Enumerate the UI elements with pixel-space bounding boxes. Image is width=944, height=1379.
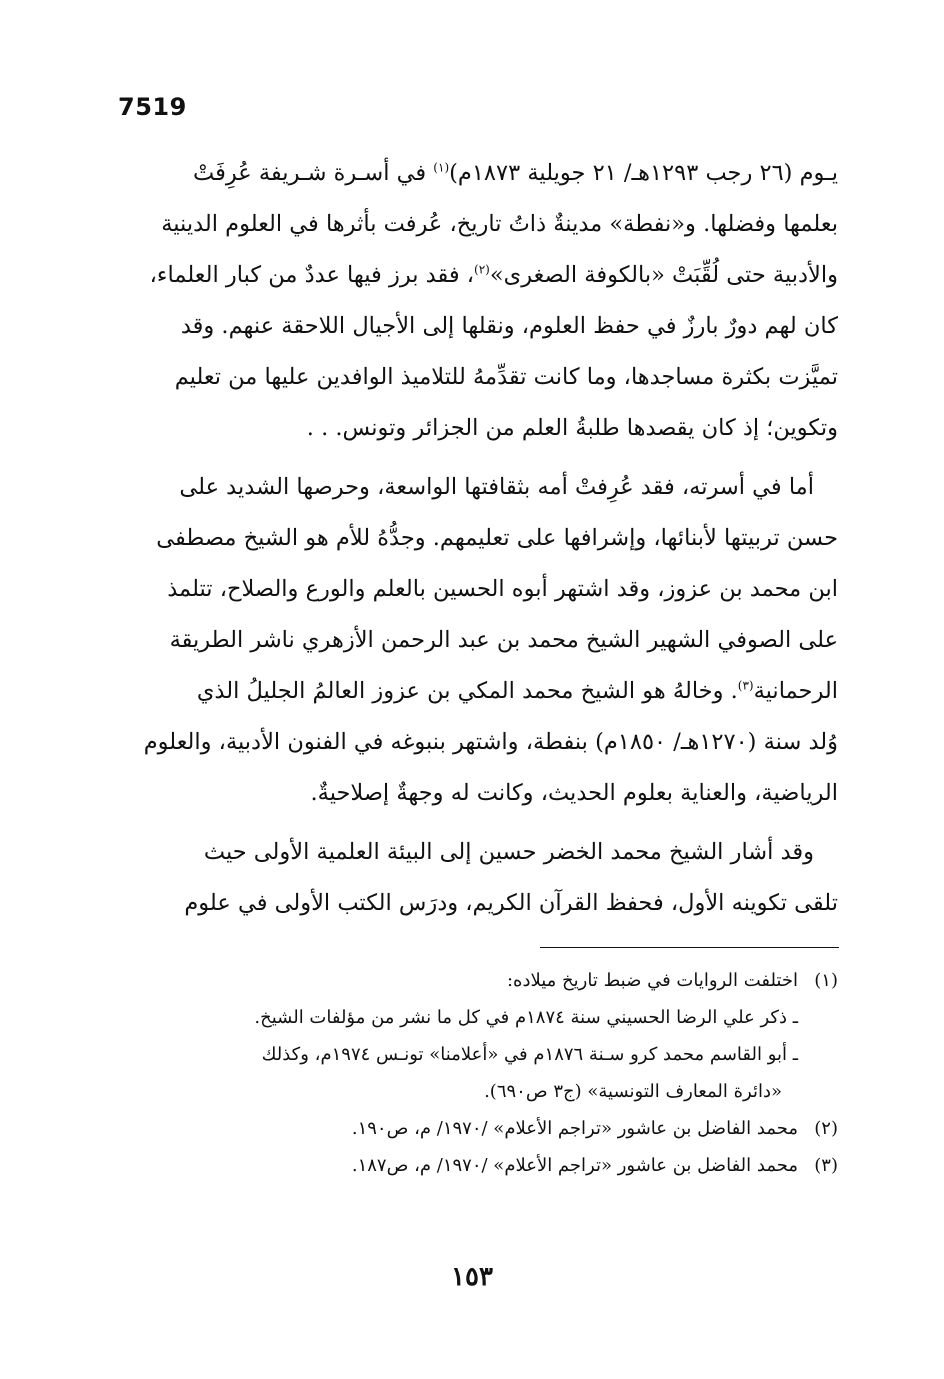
footnote-text: محمد الفاضل بن عاشور «تراجم الأعلام» /١٩٧٠/ م، ص١٨٧.	[351, 1155, 798, 1176]
page-number: ١٥٣	[451, 1262, 493, 1292]
footnote-2	[132, 1110, 838, 1147]
footnote-ref[interactable]: (٢)	[474, 262, 490, 277]
footnote-number: (٢)	[814, 1118, 838, 1139]
text-line: الرحمانية$^{(٣)}$. وخالهُ هو الشيخ محمد المكي بن عزوز العالمُ الجليلُ الذي	[196, 678, 838, 704]
footnote-number: (٣)	[814, 1155, 838, 1176]
text-line: وقد أشار الشيخ محمد الخضر حسين إلى البيئة العلمية الأولى حيث	[203, 839, 814, 865]
text-line: والأدبية حتى لُقِّبَتْ «بالكوفة الصغرى»$^{(٢)}$، فقد برز فيها عددٌ من كبار العلماء،	[149, 262, 838, 288]
footnote-1-item-b: ـ أبو القاسم محمد كرو سـنة ١٨٧٦م في «أعلامنا» تونـس ١٩٧٤م، وكذلك	[261, 1044, 798, 1065]
footnote-text: محمد الفاضل بن عاشور «تراجم الأعلام» /١٩٧٠/ م، ص١٩٠.	[351, 1118, 798, 1139]
footnote-separator	[540, 947, 839, 948]
text-line: حسن تربيتها لأبنائها، وإشرافها على تعليمهم. وجدُّهُ للأم هو الشيخ مصطفى	[156, 525, 838, 551]
footnotes	[132, 962, 838, 1184]
footnote-number: (١)	[814, 970, 838, 991]
footnote-3	[132, 1147, 838, 1184]
page-id: 7519	[118, 93, 187, 121]
main-text	[132, 148, 838, 929]
footnote-1-item-b-cont: «دائرة المعارف التونسية» (ج٣ ص٦٩٠).	[484, 1081, 782, 1102]
text-line: وُلد سنة (١٢٧٠هـ/ ١٨٥٠م) بنفطة، واشتهر بنبوغه في الفنون الأدبية، والعلوم	[143, 729, 838, 755]
footnote-1-item-a: ـ ذكر علي الرضا الحسيني سنة ١٨٧٤م في كل ما نشر من مؤلفات الشيخ.	[254, 1007, 798, 1028]
footnote-ref[interactable]: (١)	[433, 160, 450, 175]
text-line: على الصوفي الشهير الشيخ محمد بن عبد الرحمن الأزهري ناشر الطريقة	[169, 627, 838, 653]
text-line: بعلمها وفضلها. و«نفطة» مدينةٌ ذاتُ تاريخ، عُرفت بأثرها في العلوم الدينية	[161, 211, 838, 237]
text-line: تميَّزت بكثرة مساجدها، وما كانت تقدِّمهُ للتلاميذ الوافدين عليها من تعليم	[174, 364, 838, 390]
text-line: أما في أسرته، فقد عُرِفتْ أمه بثقافتها الواسعة، وحرصها الشديد على	[179, 474, 814, 500]
footnote-text: اختلفت الروايات في ضبط تاريخ ميلاده:	[506, 970, 798, 991]
footnote-1	[132, 962, 838, 999]
text-line: ابن محمد بن عزوز، وقد اشتهر أبوه الحسين بالعلم والورع والصلاح، تتلمذ	[167, 576, 838, 602]
text-line: الرياضية، والعناية بعلوم الحديث، وكانت له وجهةٌ إصلاحيةٌ.	[310, 780, 838, 806]
text-line: تلقى تكوينه الأول، فحفظ القرآن الكريم، ودرَس الكتب الأولى في علوم	[184, 890, 838, 916]
text-line: كان لهم دورٌ بارزٌ في حفظ العلوم، ونقلها إلى الأجيال اللاحقة عنهم. وقد	[180, 313, 838, 339]
text-line: وتكوين؛ إذ كان يقصدها طلبةُ العلم من الجزائر وتونس. . .	[306, 415, 838, 441]
footnote-ref[interactable]: (٣)	[737, 678, 754, 693]
text-line: يـوم (٢٦ رجب ١٢٩٣هـ/ ٢١ جويلية ١٨٧٣م)$^{(١)}$ في أسـرة شـريفة عُرِفَتْ	[193, 160, 838, 186]
